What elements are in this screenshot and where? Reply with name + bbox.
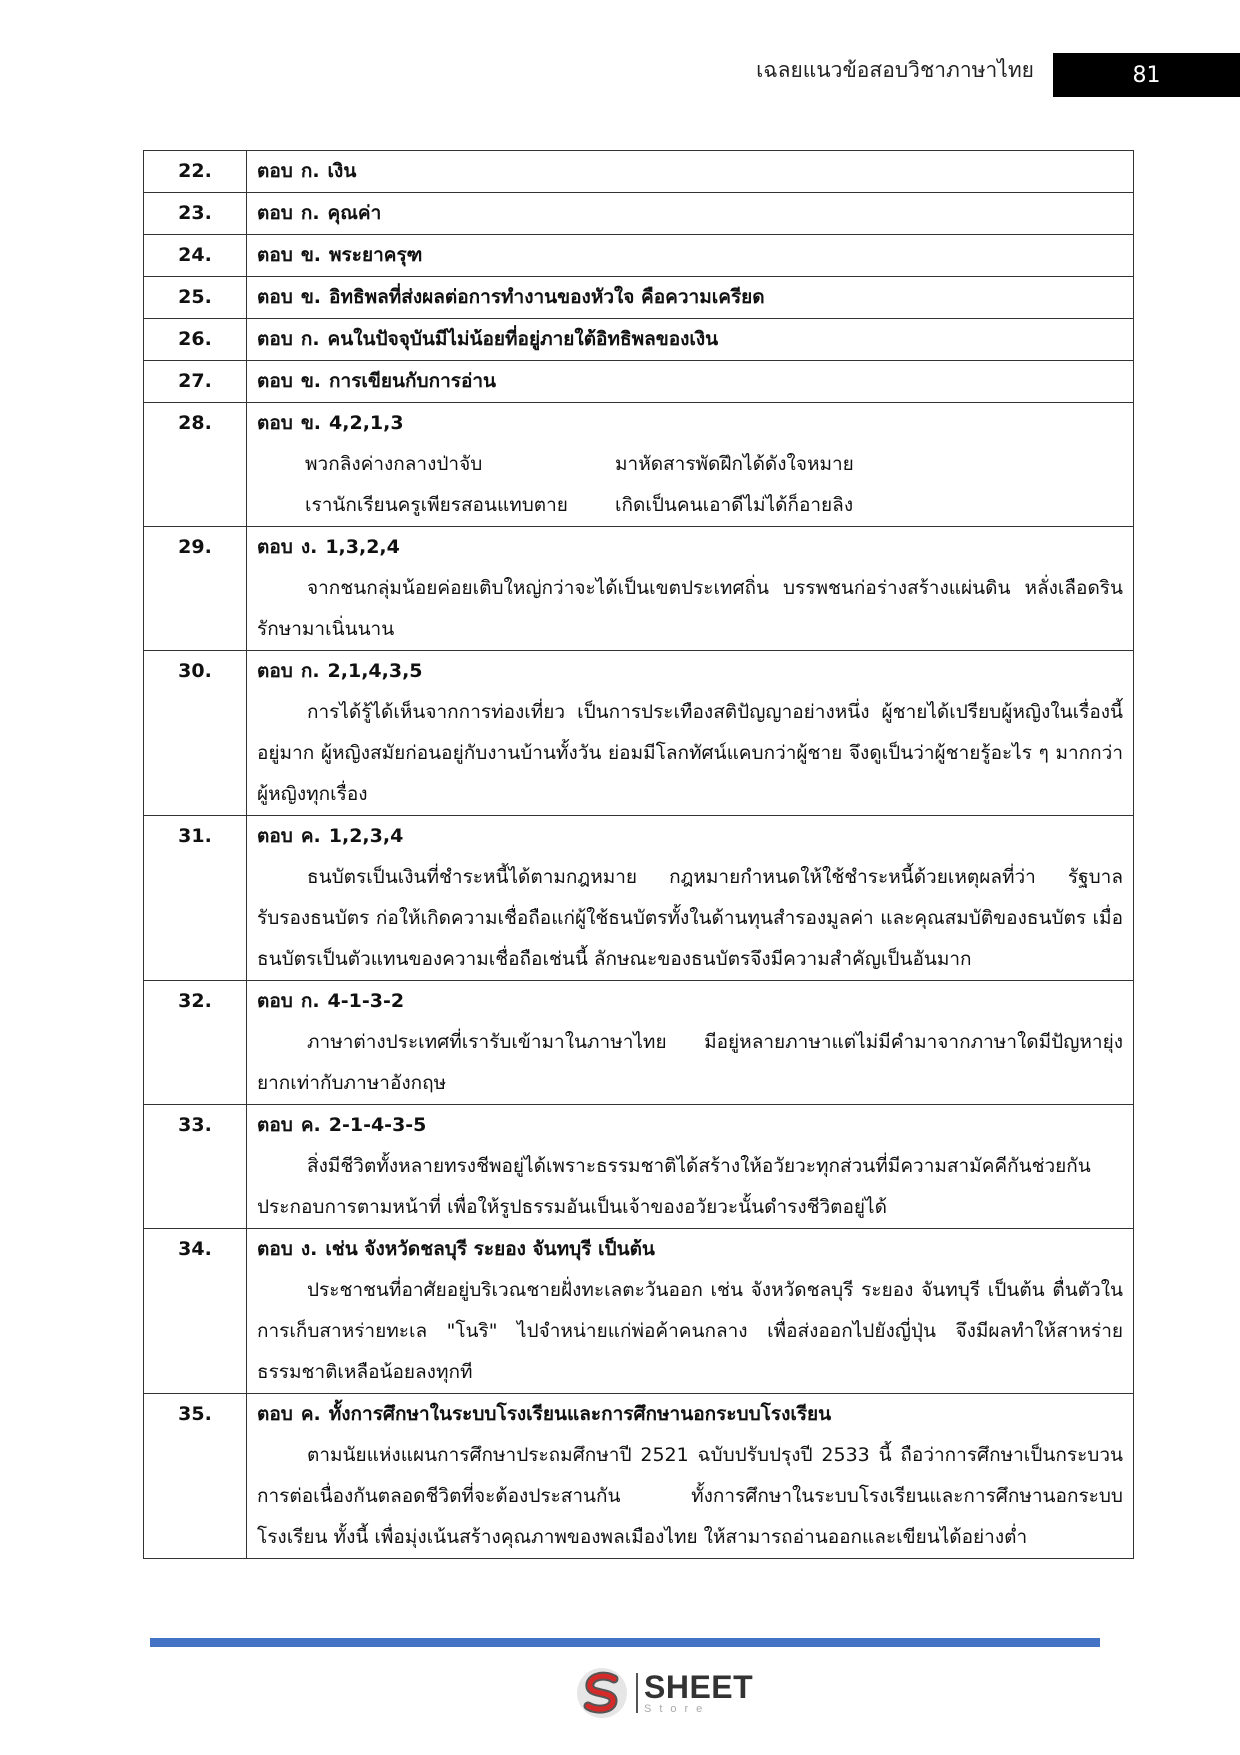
answer-cell bbox=[247, 361, 1134, 403]
answer-line bbox=[257, 1394, 1123, 1435]
answer-row bbox=[144, 193, 1134, 235]
poem-line: มาหัดสารพัดฝึกได้ดังใจหมาย bbox=[615, 453, 854, 475]
poem-line: เรานักเรียนครูเพียรสอนแทบตาย bbox=[305, 494, 568, 516]
answer-row bbox=[144, 361, 1134, 403]
footer-rule bbox=[150, 1638, 1100, 1647]
logo-s-icon bbox=[574, 1665, 630, 1721]
answer-cell bbox=[247, 319, 1134, 361]
answer-text: 2-1-4-3-5 bbox=[328, 1114, 427, 1136]
answer-keyword: ตอบ bbox=[257, 990, 293, 1012]
question-number: 26. bbox=[144, 319, 247, 361]
answer-keyword: ตอบ bbox=[257, 370, 293, 392]
answer-keyword: ตอบ bbox=[257, 536, 293, 558]
answer-line bbox=[257, 319, 1123, 360]
answer-line bbox=[257, 403, 1123, 444]
answer-explanation: ประชาชนที่อาศัยอยู่บริเวณชายฝั่งทะเลตะวันออก เช่น จังหวัดชลบุรี ระยอง จันทบุรี เป็นต้น ตื่นตัวในการเก็บสาหร่ายทะเล "โนริ" ไปจำหน่ายแก่พ่อค้าคนกลาง เพื่อส่งออกไปยังญี่ปุ่น จึงมีผลทำให้สาหร่ายธรรมชาติเหลือน้อยลงทุกที bbox=[257, 1279, 1123, 1383]
answer-explanation: ธนบัตรเป็นเงินที่ชำระหนี้ได้ตามกฎหมาย กฎหมายกำหนดให้ใช้ชำระหนี้ด้วยเหตุผลที่ว่า รัฐบาลรับรองธนบัตร ก่อให้เกิดความเชื่อถือแก่ผู้ใช้ธนบัตรทั้งในด้านทุนสำรองมูลค่า และคุณสมบัติของธนบัตร เมื่อธนบัตรเป็นตัวแทนของความเชื่อถือเช่นนี้ ลักษณะของธนบัตรจึงมีความสำคัญเป็นอันมาก bbox=[257, 866, 1123, 970]
answer-row bbox=[144, 403, 1134, 527]
answer-cell bbox=[247, 1229, 1134, 1394]
answer-keyword: ตอบ bbox=[257, 1403, 293, 1425]
answer-keyword: ตอบ bbox=[257, 160, 293, 182]
answer-keyword: ตอบ bbox=[257, 660, 293, 682]
question-number: 22. bbox=[144, 151, 247, 193]
answer-choice: ค. bbox=[300, 825, 321, 847]
logo-separator bbox=[636, 1673, 638, 1713]
question-number: 23. bbox=[144, 193, 247, 235]
answer-cell bbox=[247, 527, 1134, 651]
answer-row bbox=[144, 1105, 1134, 1229]
answer-keyword: ตอบ bbox=[257, 202, 293, 224]
answer-choice: ค. bbox=[300, 1403, 321, 1425]
answer-explanation: ตามนัยแห่งแผนการศึกษาประถมศึกษาปี 2521 ฉบับปรับปรุงปี 2533 นี้ ถือว่าการศึกษาเป็นกระบวนการต่อเนื่องกันตลอดชีวิตที่จะต้องประสานกัน ทั้งการศึกษาในระบบโรงเรียนและการศึกษานอกระบบโรงเรียน ทั้งนี้ เพื่อมุ่งเน้นสร้างคุณภาพของพลเมืองไทย ให้สามารถอ่านออกและเขียนได้อย่างต่ำ bbox=[257, 1444, 1123, 1548]
answer-cell bbox=[247, 193, 1134, 235]
answer-line bbox=[257, 1105, 1123, 1146]
answer-line bbox=[257, 151, 1123, 192]
answer-cell bbox=[247, 151, 1134, 193]
answer-table bbox=[143, 150, 1134, 1559]
answer-row bbox=[144, 151, 1134, 193]
poem-verses bbox=[257, 444, 1123, 526]
answer-keyword: ตอบ bbox=[257, 1238, 293, 1260]
question-number: 24. bbox=[144, 235, 247, 277]
answer-cell bbox=[247, 981, 1134, 1105]
answer-choice: ข. bbox=[300, 244, 322, 266]
answer-keyword: ตอบ bbox=[257, 328, 293, 350]
answer-line bbox=[257, 816, 1123, 857]
answer-line bbox=[257, 235, 1123, 276]
answer-choice: ข. bbox=[300, 370, 322, 392]
answer-text: คนในปัจจุบันมีไม่น้อยที่อยู่ภายใต้อิทธิพลของเงิน bbox=[327, 328, 719, 350]
answer-row bbox=[144, 651, 1134, 816]
answer-choice: ข. bbox=[300, 286, 322, 308]
answer-choice: ง. bbox=[300, 1238, 318, 1260]
answer-row bbox=[144, 981, 1134, 1105]
answer-cell bbox=[247, 1394, 1134, 1559]
answer-choice: ค. bbox=[300, 1114, 321, 1136]
answer-row bbox=[144, 1229, 1134, 1394]
answer-keyword: ตอบ bbox=[257, 825, 293, 847]
answer-cell bbox=[247, 235, 1134, 277]
answer-text: อิทธิพลที่ส่งผลต่อการทำงานของหัวใจ คือความเครียด bbox=[329, 286, 765, 308]
question-number: 30. bbox=[144, 651, 247, 816]
answer-cell bbox=[247, 816, 1134, 981]
answer-text: ทั้งการศึกษาในระบบโรงเรียนและการศึกษานอกระบบโรงเรียน bbox=[328, 1403, 832, 1425]
answer-explanation: สิ่งมีชีวิตทั้งหลายทรงชีพอยู่ได้เพราะธรรมชาติได้สร้างให้อวัยวะทุกส่วนที่มีความสามัคคีกันช่วยกันประกอบการตามหน้าที่ เพื่อให้รูปธรรมอันเป็นเจ้าของอวัยวะนั้นดำรงชีวิตอยู่ได้ bbox=[257, 1155, 1091, 1218]
answer-line bbox=[257, 1229, 1123, 1270]
answer-choice: ง. bbox=[300, 536, 318, 558]
answer-text: 2,1,4,3,5 bbox=[327, 660, 423, 682]
answer-cell bbox=[247, 1105, 1134, 1229]
answer-choice: ก. bbox=[300, 328, 320, 350]
answer-explanation: จากชนกลุ่มน้อยค่อยเติบใหญ่กว่าจะได้เป็นเขตประเทศถิ่น บรรพชนก่อร่างสร้างแผ่นดิน หลั่งเลือดรินรักษามาเนิ่นนาน bbox=[257, 577, 1123, 640]
answer-explanation: การได้รู้ได้เห็นจากการท่องเที่ยว เป็นการประเทืองสติปัญญาอย่างหนึ่ง ผู้ชายได้เปรียบผู้หญิงในเรื่องนี้อยู่มาก ผู้หญิงสมัยก่อนอยู่กับงานบ้านทั้งวัน ย่อมมีโลกทัศน์แคบกว่าผู้ชาย จึงดูเป็นว่าผู้ชายรู้อะไร ๆ มากกว่าผู้หญิงทุกเรื่อง bbox=[257, 701, 1123, 805]
question-number: 32. bbox=[144, 981, 247, 1105]
answer-text: 4,2,1,3 bbox=[329, 412, 404, 434]
answer-line bbox=[257, 193, 1123, 234]
document-title: เฉลยแนวข้อสอบวิชาภาษาไทย bbox=[756, 58, 1034, 82]
question-number: 35. bbox=[144, 1394, 247, 1559]
question-number: 25. bbox=[144, 277, 247, 319]
answer-cell bbox=[247, 277, 1134, 319]
question-number: 33. bbox=[144, 1105, 247, 1229]
answer-text: คุณค่า bbox=[327, 202, 382, 224]
answer-explanation: ภาษาต่างประเทศที่เรารับเข้ามาในภาษาไทย มีอยู่หลายภาษาแต่ไม่มีคำมาจากภาษาใดมีปัญหายุ่งยากเท่ากับภาษาอังกฤษ bbox=[257, 1031, 1123, 1094]
answer-line bbox=[257, 981, 1123, 1022]
answer-choice: ข. bbox=[300, 412, 322, 434]
question-number: 29. bbox=[144, 527, 247, 651]
answer-choice: ก. bbox=[300, 160, 320, 182]
sheet-store-logo bbox=[574, 1665, 753, 1721]
answer-row bbox=[144, 319, 1134, 361]
answer-row bbox=[144, 816, 1134, 981]
answer-choice: ก. bbox=[300, 990, 320, 1012]
answer-cell bbox=[247, 651, 1134, 816]
answer-text: เงิน bbox=[327, 160, 357, 182]
answer-choice: ก. bbox=[300, 202, 320, 224]
answer-text: เช่น จังหวัดชลบุรี ระยอง จันทบุรี เป็นต้น bbox=[325, 1238, 655, 1260]
answer-row bbox=[144, 277, 1134, 319]
answer-line bbox=[257, 361, 1123, 402]
poem-line: เกิดเป็นคนเอาดีไม่ได้ก็อายลิง bbox=[615, 494, 854, 516]
answer-line bbox=[257, 277, 1123, 318]
answer-row bbox=[144, 235, 1134, 277]
answer-row bbox=[144, 1394, 1134, 1559]
logo-subtitle: Store bbox=[644, 1703, 711, 1715]
answer-keyword: ตอบ bbox=[257, 1114, 293, 1136]
answer-text: การเขียนกับการอ่าน bbox=[329, 370, 497, 392]
poem-line: พวกลิงค่างกลางป่าจับ bbox=[305, 453, 483, 475]
answer-cell bbox=[247, 403, 1134, 527]
question-number: 31. bbox=[144, 816, 247, 981]
answer-keyword: ตอบ bbox=[257, 412, 293, 434]
answer-choice: ก. bbox=[300, 660, 320, 682]
page-number: 81 bbox=[1053, 53, 1240, 97]
answer-text: 4-1-3-2 bbox=[327, 990, 405, 1012]
answer-row bbox=[144, 527, 1134, 651]
answer-keyword: ตอบ bbox=[257, 244, 293, 266]
question-number: 27. bbox=[144, 361, 247, 403]
question-number: 28. bbox=[144, 403, 247, 527]
answer-line bbox=[257, 527, 1123, 568]
answer-text: 1,3,2,4 bbox=[325, 536, 400, 558]
answer-keyword: ตอบ bbox=[257, 286, 293, 308]
answer-text: 1,2,3,4 bbox=[328, 825, 404, 847]
question-number: 34. bbox=[144, 1229, 247, 1394]
answer-text: พระยาครุฑ bbox=[329, 244, 423, 266]
answer-line bbox=[257, 651, 1123, 692]
logo-wordmark: SHEET bbox=[644, 1669, 754, 1705]
